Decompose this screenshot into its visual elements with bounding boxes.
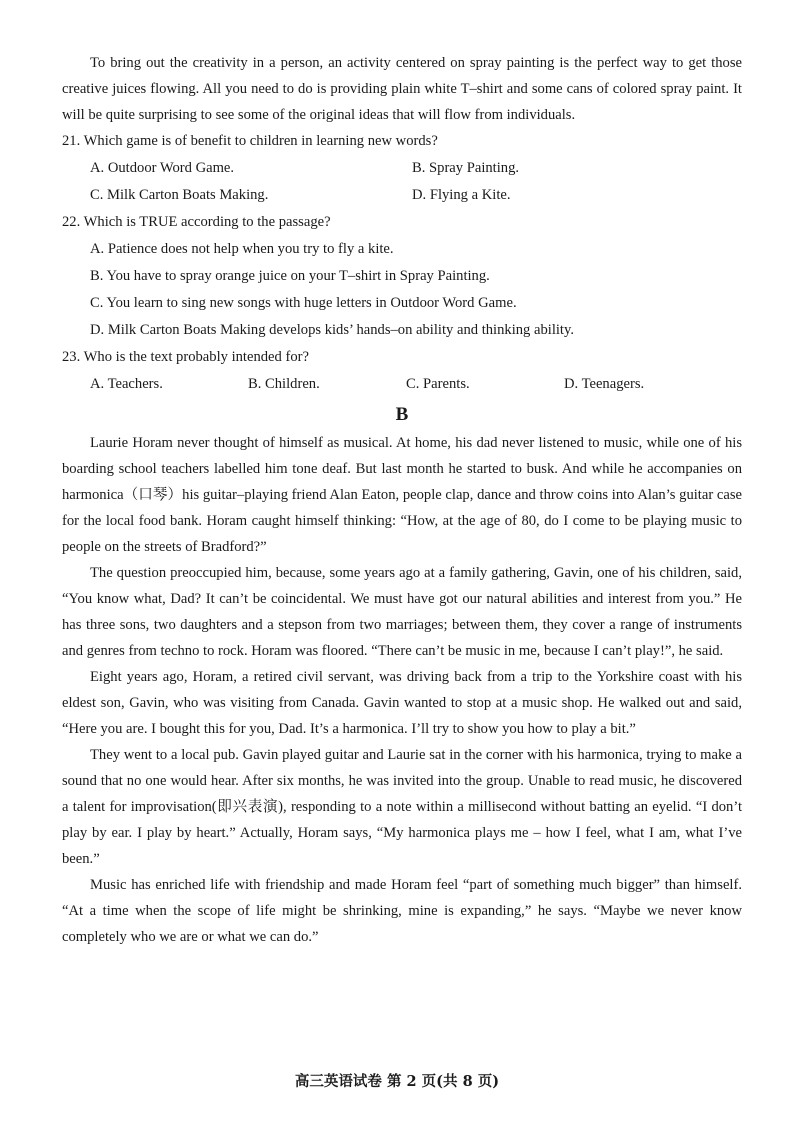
page-footer: 高三英语试卷 第 2 页(共 8 页) [294,1073,500,1090]
option-b[interactable]: B. You have to spray orange juice on your T–shirt in Spray Painting. [90,268,490,284]
section-b-heading: B [395,404,409,425]
option-c[interactable]: C. Milk Carton Boats Making. [90,187,269,203]
option-a[interactable]: A. Patience does not help when you try to fly a kite. [90,241,394,257]
option-c[interactable]: C. You learn to sing new songs with huge letters in Outdoor Word Game. [90,295,517,311]
question-number: 21. [62,133,81,149]
question-number: 23. [62,349,81,365]
question-text: Who is the text probably intended for? [83,349,309,365]
option-d[interactable]: D. Teenagers. [564,376,645,392]
passage-b-paragraph: Music has enriched life with friendship and made Horam feel “part of something much bigger” than himself. “At a time when the scope of life might be shrinking, mine is expanding,” he says. “Maybe we never know completely who we are or what we can do.” [62,877,742,945]
question-22 [62,209,742,344]
question-stem [62,344,742,371]
option-a[interactable]: A. Outdoor Word Game. [90,160,235,176]
exam-page [62,50,742,950]
question-21 [62,128,742,209]
passage-b-paragraph: Eight years ago, Horam, a retired civil servant, was driving back from a trip to the Yorkshire coast with his eldest son, Gavin, who was visiting from Canada. Gavin wanted to stop at a music shop. He walked out and said, “Here you are. I bought this for you, Dad. It’s a harmonica. I’ll try to show you how to play a bit.” [62,669,742,737]
question-number: 22. [62,214,81,230]
option-b[interactable]: B. Spray Painting. [412,160,520,176]
option-d[interactable]: D. Milk Carton Boats Making develops kids’ hands–on ability and thinking ability. [90,322,574,338]
passage-b-paragraph: They went to a local pub. Gavin played guitar and Laurie sat in the corner with his harmonica, trying to make a sound that no one would hear. After six months, he was invited into the group. Unable to read music, he discovered a talent for improvisation(即兴表演), responding to a note within a millisecond without batting an eyelid. “I don’t play by ear. I play by heart.” Actually, Horam says, “My harmonica plays me – how I feel, what I am, what I’ve been.” [62,747,742,867]
question-stem [62,209,742,236]
passage-a-closing-paragraph: To bring out the creativity in a person, an activity centered on spray painting is the perfect way to get those creative juices flowing. All you need to do is providing plain white T–shirt and some cans of colored spray paint. It will be quite surprising to see some of the original ideas that will flow from individuals. [62,55,742,123]
option-a[interactable]: A. Teachers. [90,376,163,392]
question-text: Which is TRUE according to the passage? [83,214,331,230]
option-c[interactable]: C. Parents. [406,376,470,392]
question-stem [62,128,742,155]
passage-b-paragraph: Laurie Horam never thought of himself as musical. At home, his dad never listened to music, while one of his boarding school teachers labelled him tone deaf. But last month he started to busk. And while he accompanies on harmonica（口琴）his guitar–playing friend Alan Eaton, people clap, dance and throw coins into Alan’s guitar case for the local food bank. Horam caught himself thinking: “How, at the age of 80, do I come to be playing music to people on the streets of Bradford?” [62,435,742,555]
option-d[interactable]: D. Flying a Kite. [412,187,511,203]
question-23 [62,344,742,398]
passage-b-paragraph: The question preoccupied him, because, some years ago at a family gathering, Gavin, one of his children, said, “You know what, Dad? It can’t be coincidental. We must have got our natural abilities and interest from you.” He has three sons, two daughters and a stepson from two marriages; between them, they cover a range of instruments and genres from techno to rock. Horam was floored. “There can’t be music in me, because I can’t play!”, he said. [62,565,742,659]
passage-b [62,430,742,950]
option-b[interactable]: B. Children. [248,376,320,392]
question-text: Which game is of benefit to children in learning new words? [83,133,438,149]
